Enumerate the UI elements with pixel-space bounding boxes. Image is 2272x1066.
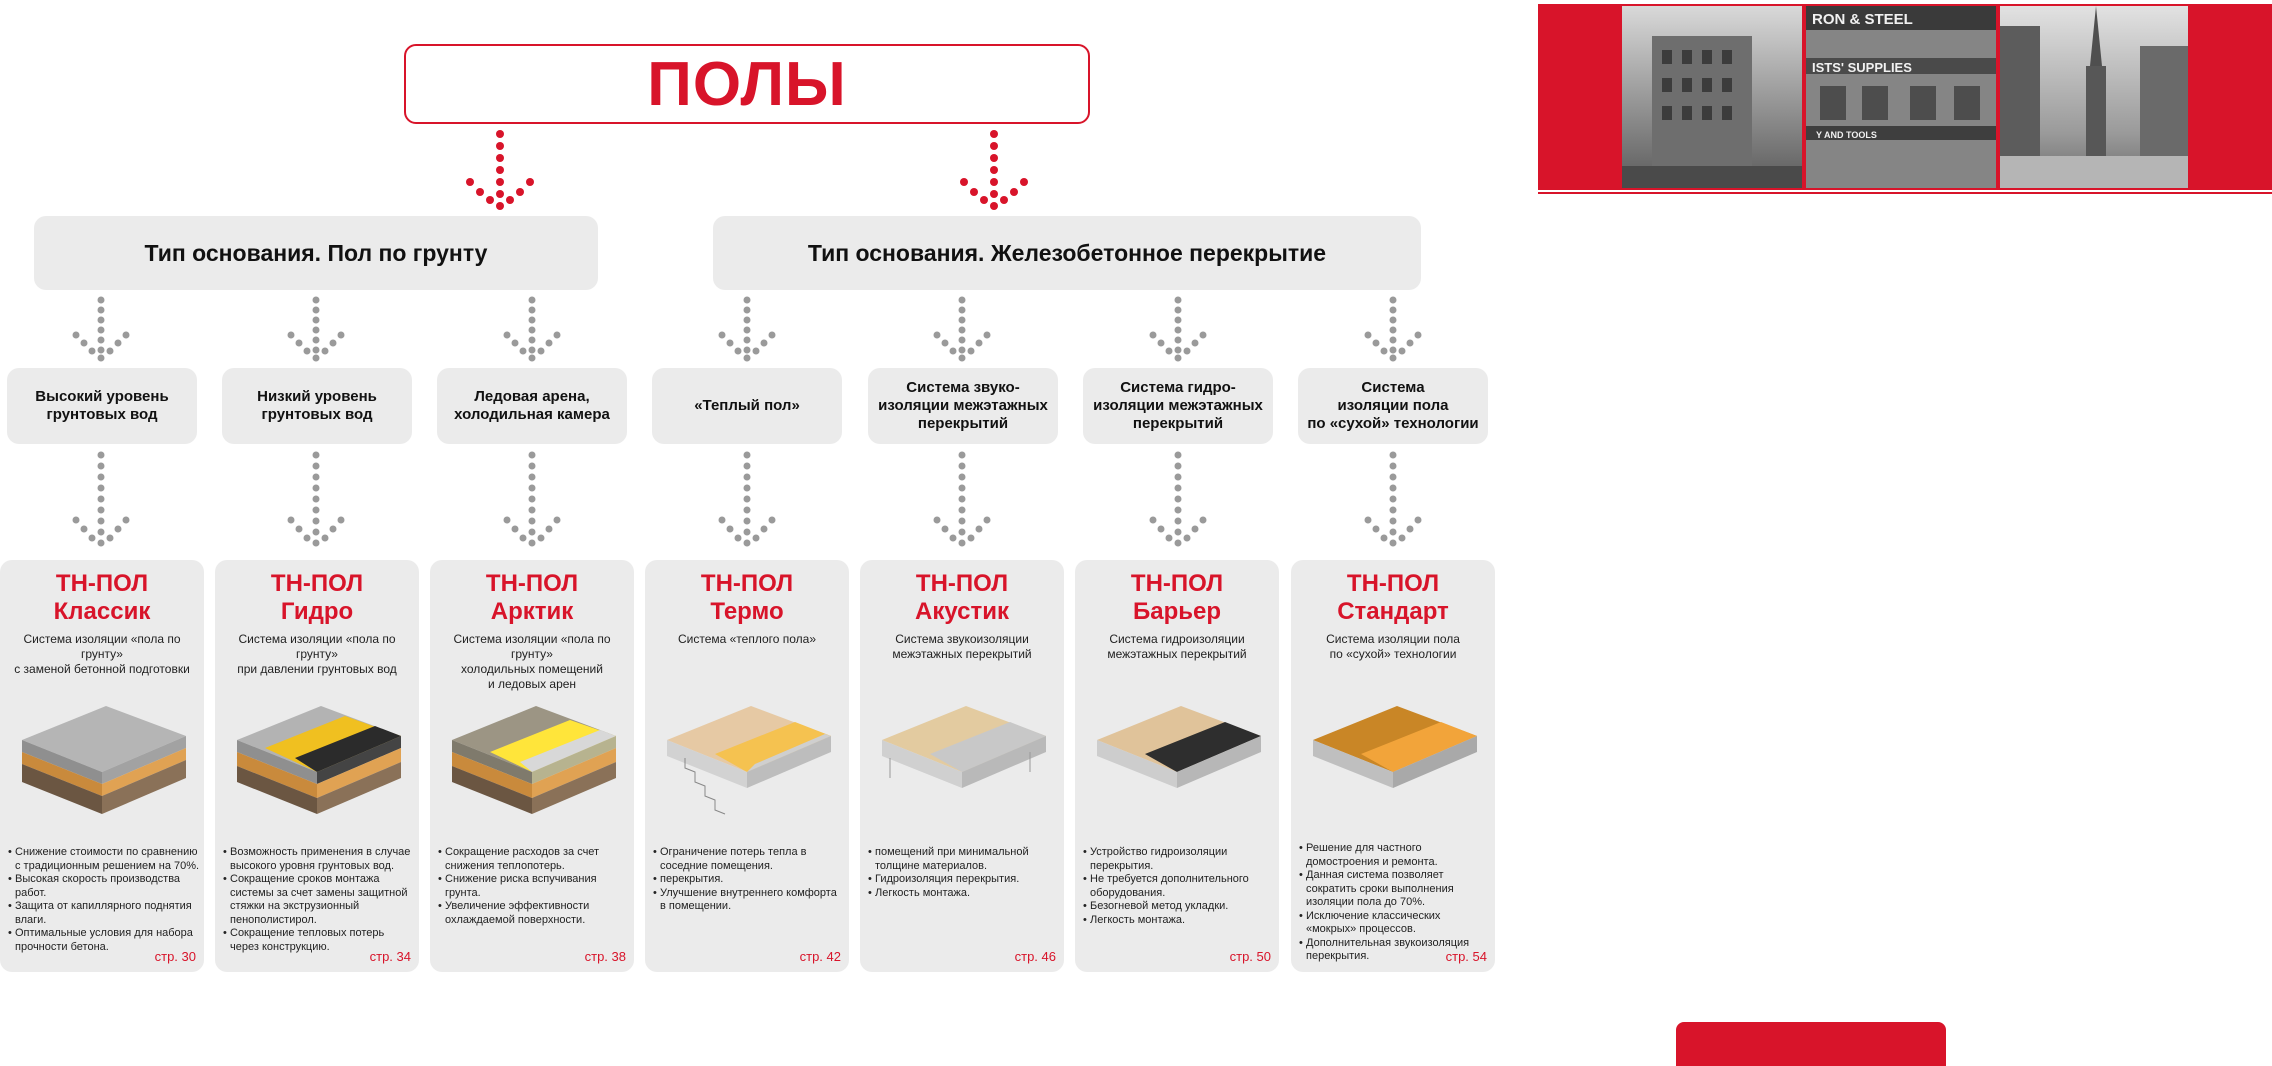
product-description: Система гидроизоляции межэтажных перекрытий (1107, 632, 1247, 661)
category-box-4: «Теплый пол» (652, 368, 842, 444)
product-name: ТН-ПОЛ Акустик (915, 570, 1009, 625)
feature-item: • Улучшение внутреннего комфорта в помещении. (653, 887, 845, 914)
feature-item: • Снижение риска вспучивания грунта. (438, 873, 630, 900)
arrow-prod-7 (1363, 450, 1423, 554)
product-name: ТН-ПОЛ Гидро (270, 570, 364, 625)
feature-item: • перекрытия. (653, 873, 845, 887)
floor-layers-illustration (870, 688, 1054, 838)
floor-layers-illustration (440, 688, 624, 838)
page-ref-link[interactable]: стр. 30 (154, 949, 196, 964)
arrow-title-right (958, 128, 1030, 212)
feature-item: • Сокращение расходов за счет снижения теплопотерь. (438, 846, 630, 873)
sign-iron-steel: RON & STEEL (1812, 11, 1913, 28)
feature-item: • Легкость монтажа. (868, 887, 1060, 901)
arrow-title-left (464, 128, 536, 212)
page-ref-link[interactable]: стр. 38 (584, 949, 626, 964)
arrow-prod-1 (71, 450, 131, 554)
title-box (404, 44, 1090, 124)
category-box-3: Ледовая арена, холодильная камера (437, 368, 627, 444)
feature-item: • Гидроизоляция перекрытия. (868, 873, 1060, 887)
category-box-6: Система гидро- изоляции межэтажных перекрытий (1083, 368, 1273, 444)
feature-item: • Безогневой метод укладки. (1083, 900, 1275, 914)
product-description: Система звукоизоляции межэтажных перекрытий (892, 632, 1032, 661)
product-description: Система изоляции пола по «сухой» технологии (1326, 632, 1460, 661)
feature-item: • Защита от капиллярного поднятия влаги. (8, 900, 200, 927)
product-card-acoustic[interactable] (860, 560, 1064, 972)
arrow-prod-3 (502, 450, 562, 554)
floor-layers-illustration (655, 688, 839, 838)
floor-layers-illustration (225, 688, 409, 838)
page-ref-link[interactable]: стр. 50 (1229, 949, 1271, 964)
feature-item: • Снижение стоимости по сравнению с традиционным решением на 70%. (8, 846, 200, 873)
feature-item: • Решение для частного домостроения и ремонта. (1299, 842, 1491, 869)
feature-item: • Устройство гидроизоляции перекрытия. (1083, 846, 1275, 873)
feature-item: • Возможность применения в случае высокого уровня грунтовых вод. (223, 846, 415, 873)
bottom-red-tab[interactable] (1676, 1022, 1946, 1066)
product-description: Система изоляции «пола по грунту» с заменой бетонной подготовки (14, 632, 190, 676)
arrow-prod-2 (286, 450, 346, 554)
photo-building-left (1622, 6, 1802, 188)
feature-list (868, 846, 1060, 900)
sign-supplies: ISTS' SUPPLIES (1812, 60, 1912, 75)
arrow-prod-4 (717, 450, 777, 554)
floor-layers-illustration (1085, 688, 1269, 838)
product-description: Система изоляции «пола по грунту» при давлении грунтовых вод (237, 632, 397, 676)
base-ground: Тип основания. Пол по грунту (34, 216, 598, 290)
banner-divider (1538, 192, 2272, 194)
feature-item: • Исключение классических «мокрых» процессов. (1299, 910, 1491, 937)
product-name: ТН-ПОЛ Классик (53, 570, 151, 625)
floor-layers-illustration (10, 688, 194, 838)
product-description: Система «теплого пола» (677, 632, 817, 646)
feature-list (653, 846, 845, 914)
product-card-arctic[interactable] (430, 560, 634, 972)
product-card-thermo[interactable] (645, 560, 849, 972)
arrow-prod-5 (932, 450, 992, 554)
arrow-cat-6 (1148, 295, 1208, 363)
arrow-cat-2 (286, 295, 346, 363)
arrow-cat-4 (717, 295, 777, 363)
arrow-cat-5 (932, 295, 992, 363)
arrow-cat-3 (502, 295, 562, 363)
page-ref-link[interactable]: стр. 42 (799, 949, 841, 964)
category-box-2: Низкий уровень грунтовых вод (222, 368, 412, 444)
product-name: ТН-ПОЛ Стандарт (1337, 570, 1449, 625)
product-name: ТН-ПОЛ Барьер (1130, 570, 1224, 625)
page-ref-link[interactable]: стр. 46 (1014, 949, 1056, 964)
product-name: ТН-ПОЛ Арктик (485, 570, 579, 625)
feature-item: • Увеличение эффективности охлаждаемой поверхности. (438, 900, 630, 927)
category-box-7: Система изоляции пола по «сухой» технологии (1298, 368, 1488, 444)
feature-item: • Данная система позволяет сократить сроки выполнения изоляции пола до 70%. (1299, 869, 1491, 910)
feature-item: • Легкость монтажа. (1083, 914, 1275, 928)
product-description: Система изоляции «пола по грунту» холодильных помещений и ледовых арен (453, 632, 611, 691)
feature-list (223, 846, 415, 954)
arrow-cat-1 (71, 295, 131, 363)
arrow-cat-7 (1363, 295, 1423, 363)
product-card-hydro[interactable] (215, 560, 419, 972)
photo-shop-front (1806, 6, 1996, 188)
feature-list (8, 846, 200, 954)
page-ref-link[interactable]: стр. 34 (369, 949, 411, 964)
feature-list (1299, 842, 1491, 964)
floor-layers-illustration (1301, 688, 1485, 838)
feature-item: • Сокращение сроков монтажа системы за счет замены защитной стяжки на экструзионный пенополистирол. (223, 873, 415, 927)
arrow-prod-6 (1148, 450, 1208, 554)
feature-item: • Оптимальные условия для набора прочности бетона. (8, 927, 200, 954)
base-slab: Тип основания. Железобетонное перекрытие (713, 216, 1421, 290)
header-banner (1538, 4, 2272, 190)
category-box-5: Система звуко- изоляции межэтажных перекрытий (868, 368, 1058, 444)
page-title: ПОЛЫ (647, 49, 847, 119)
feature-item: • Сокращение тепловых потерь через конструкцию. (223, 927, 415, 954)
feature-item: • Высокая скорость производства работ. (8, 873, 200, 900)
feature-item: • Ограничение потерь тепла в соседние помещения. (653, 846, 845, 873)
product-card-barrier[interactable] (1075, 560, 1279, 972)
feature-list (438, 846, 630, 927)
feature-item: • помещений при минимальной толщине материалов. (868, 846, 1060, 873)
feature-list (1083, 846, 1275, 927)
product-card-standard[interactable] (1291, 560, 1495, 972)
sign-tools: Y AND TOOLS (1816, 130, 1877, 140)
photo-street-church (2000, 6, 2188, 188)
feature-item: • Не требуется дополнительного оборудования. (1083, 873, 1275, 900)
feature-item: • Дополнительная звукоизоляция перекрытия. (1299, 937, 1491, 964)
page-ref-link[interactable]: стр. 54 (1445, 949, 1487, 964)
category-box-1: Высокий уровень грунтовых вод (7, 368, 197, 444)
product-card-classic[interactable] (0, 560, 204, 972)
product-name: ТН-ПОЛ Термо (700, 570, 794, 625)
